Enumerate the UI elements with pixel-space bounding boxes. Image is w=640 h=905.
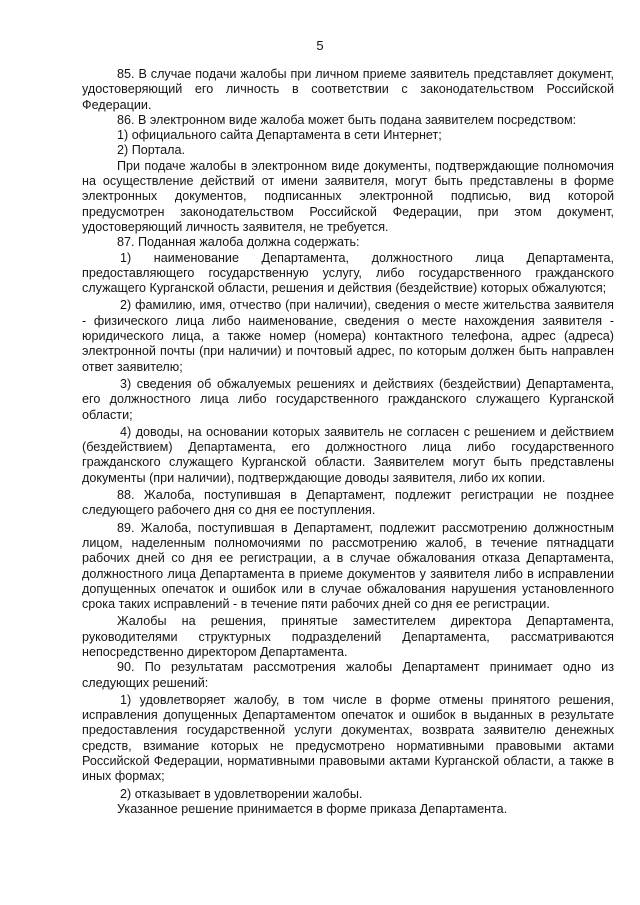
paragraph-87: 87. Поданная жалоба должна содержать: [117,235,360,250]
paragraph-87-item-1: 1) наименование Департамента, должностного лица Департамента, предоставляющего государственную услугу, либо государственного гражданского служащего Курганской области, решения и действия (бездействие) которых обжалуются; [82,250,614,296]
paragraph-89-note: Жалобы на решения, принятые заместителем директора Департамента, руководителями структурных подразделений Департамента, рассматриваются непосредственно директором Департамента. [82,614,614,659]
paragraph-87-item-3: 3) сведения об обжалуемых решениях и действиях (бездействии) Департамента, его должностного лица либо государственного гражданского служащего Курганской области; [82,376,614,422]
paragraph-86-note: При подаче жалобы в электронном виде документы, подтверждающие полномочия на осуществление действий от имени заявителя, могут быть представлены в форме электронных документов, подписанных электронной подписью, вид которой предусмотрен законодательством Российской Федерации, при этом документ, удостоверяющий личность заявителя, не требуется. [82,158,614,234]
paragraph-86-item-2: 2) Портала. [117,143,185,158]
paragraph-90-note: Указанное решение принимается в форме приказа Департамента. [117,801,508,816]
paragraph-90: 90. По результатам рассмотрения жалобы Департамент принимает одно из следующих решений: [82,660,614,690]
paragraph-86: 86. В электронном виде жалоба может быть подана заявителем посредством: [117,112,577,127]
page-number: 5 [316,38,324,53]
paragraph-89: 89. Жалоба, поступившая в Департамент, подлежит рассмотрению должностным лицом, наделенным полномочиями по рассмотрению жалоб, в течение пятнадцати рабочих дней со дня ее регистрации, а в случае обжалования отказа Департамента, должностного лица Департамента в приеме документов у заявителя либо в исправлении допущенных опечаток и ошибок или в случае обжалования нарушения установленного срока таких исправлений - в течение пяти рабочих дней со дня ее регистрации. [82,520,614,612]
paragraph-87-item-4: 4) доводы, на основании которых заявитель не согласен с решением и действием (бездействием) Департамента, его должностного лица либо государственного гражданского служащего Курганской области. Заявителем могут быть представлены документы (при наличии), подтверждающие доводы заявителя, либо их копии. [82,424,614,485]
document-body [82,67,614,817]
paragraph-85: 85. В случае подачи жалобы при личном приеме заявитель представляет документ, удостоверяющий его личность в соответствии с законодательством Российской Федерации. [82,67,614,112]
paragraph-87-item-2: 2) фамилию, имя, отчество (при наличии), сведения о месте жительства заявителя - физического лица либо наименование, сведения о месте нахождения заявителя - юридического лица, а также номер (номера) контактного телефона, адрес (адреса) электронной почты (при наличии) и почтовый адрес, по которым должен быть направлен ответ заявителю; [82,298,614,374]
paragraph-90-item-2: 2) отказывает в удовлетворении жалобы. [120,786,363,801]
paragraph-86-item-1: 1) официального сайта Департамента в сети Интернет; [117,128,442,143]
paragraph-88: 88. Жалоба, поступившая в Департамент, подлежит регистрации не позднее следующего рабочего дня со дня ее поступления. [82,488,614,518]
paragraph-90-item-1: 1) удовлетворяет жалобу, в том числе в форме отмены принятого решения, исправления допущенных Департаментом опечаток и ошибок в выданных в результате предоставления государственной услуги документах, возврата заявителю денежных средств, взимание которых не предусмотрено нормативными правовыми актами Российской Федерации, нормативными правовыми актами Курганской области, а также в иных формах; [82,692,614,784]
